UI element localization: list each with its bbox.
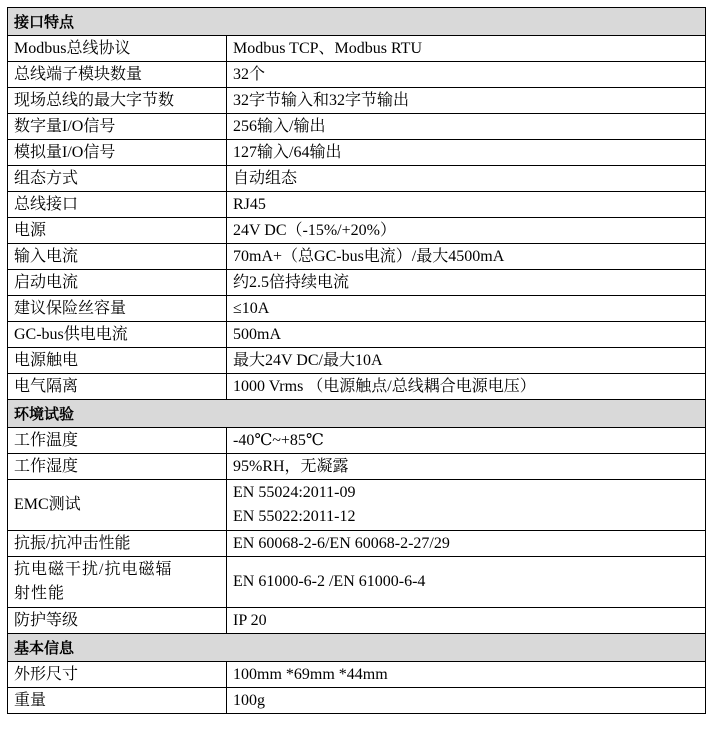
table-row: [8, 428, 706, 454]
row-value: IP 20: [227, 608, 706, 634]
table-row: [8, 296, 706, 322]
row-label: 电源触电: [8, 348, 227, 374]
row-label-line: 射性能: [14, 585, 66, 602]
row-label: 组态方式: [8, 166, 227, 192]
row-label: 模拟量I/O信号: [8, 140, 227, 166]
row-value: 256输入/输出: [227, 114, 706, 140]
section-title: 基本信息: [8, 634, 706, 662]
section-header-basic-info: [8, 634, 706, 662]
row-value: EN 61000-6-2 /EN 61000-6-4: [227, 557, 706, 608]
row-label: 电源: [8, 218, 227, 244]
row-label: 外形尺寸: [8, 662, 227, 688]
table-row: [8, 36, 706, 62]
row-label: EMC测试: [8, 480, 227, 531]
row-value: 约2.5倍持续电流: [227, 270, 706, 296]
row-value-line: EN 55024:2011-09: [233, 484, 356, 501]
table-row: [8, 218, 706, 244]
row-value: 自动组态: [227, 166, 706, 192]
table-row: [8, 114, 706, 140]
row-label: 防护等级: [8, 608, 227, 634]
table-row: [8, 62, 706, 88]
row-value: 24V DC（-15%/+20%）: [227, 218, 706, 244]
row-value: 100mm *69mm *44mm: [227, 662, 706, 688]
section-title: 环境试验: [8, 400, 706, 428]
row-label: 启动电流: [8, 270, 227, 296]
row-value: 32个: [227, 62, 706, 88]
row-value: [227, 480, 706, 531]
row-label: 输入电流: [8, 244, 227, 270]
row-value: 100g: [227, 688, 706, 714]
row-label: 工作湿度: [8, 454, 227, 480]
row-label: 数字量I/O信号: [8, 114, 227, 140]
row-label: Modbus总线协议: [8, 36, 227, 62]
table-row: [8, 454, 706, 480]
table-row: [8, 480, 706, 531]
row-label: 建议保险丝容量: [8, 296, 227, 322]
section-title: 接口特点: [8, 8, 706, 36]
table-row: [8, 531, 706, 557]
table-row: [8, 608, 706, 634]
row-value: 127输入/64输出: [227, 140, 706, 166]
table-row: [8, 192, 706, 218]
table-row: [8, 270, 706, 296]
section-header-environment: [8, 400, 706, 428]
row-label: [8, 557, 227, 608]
row-value: ≤10A: [227, 296, 706, 322]
row-value: -40℃~+85℃: [227, 428, 706, 454]
row-value: RJ45: [227, 192, 706, 218]
table-row: [8, 322, 706, 348]
row-label-line: 抗电磁干扰/抗电磁辐: [14, 561, 173, 578]
row-value: 500mA: [227, 322, 706, 348]
row-label: GC-bus供电电流: [8, 322, 227, 348]
table-row: [8, 348, 706, 374]
row-value: Modbus TCP、Modbus RTU: [227, 36, 706, 62]
table-row: [8, 374, 706, 400]
table-row: [8, 166, 706, 192]
row-label: 总线接口: [8, 192, 227, 218]
row-value: 最大24V DC/最大10A: [227, 348, 706, 374]
table-row: [8, 244, 706, 270]
row-value: EN 60068-2-6/EN 60068-2-27/29: [227, 531, 706, 557]
table-row: [8, 140, 706, 166]
row-value: 95%RH，无凝露: [227, 454, 706, 480]
spec-table: [7, 7, 706, 714]
row-label: 电气隔离: [8, 374, 227, 400]
section-header-interface: [8, 8, 706, 36]
row-value-line: EN 55022:2011-12: [233, 508, 356, 525]
table-row: [8, 557, 706, 608]
table-row: [8, 88, 706, 114]
row-label: 工作温度: [8, 428, 227, 454]
row-label: 总线端子模块数量: [8, 62, 227, 88]
row-value: 1000 Vrms （电源触点/总线耦合电源电压）: [227, 374, 706, 400]
table-row: [8, 662, 706, 688]
row-value: 70mA+（总GC-bus电流）/最大4500mA: [227, 244, 706, 270]
row-label: 现场总线的最大字节数: [8, 88, 227, 114]
row-label: 抗振/抗冲击性能: [8, 531, 227, 557]
table-row: [8, 688, 706, 714]
row-value: 32字节输入和32字节输出: [227, 88, 706, 114]
row-label: 重量: [8, 688, 227, 714]
